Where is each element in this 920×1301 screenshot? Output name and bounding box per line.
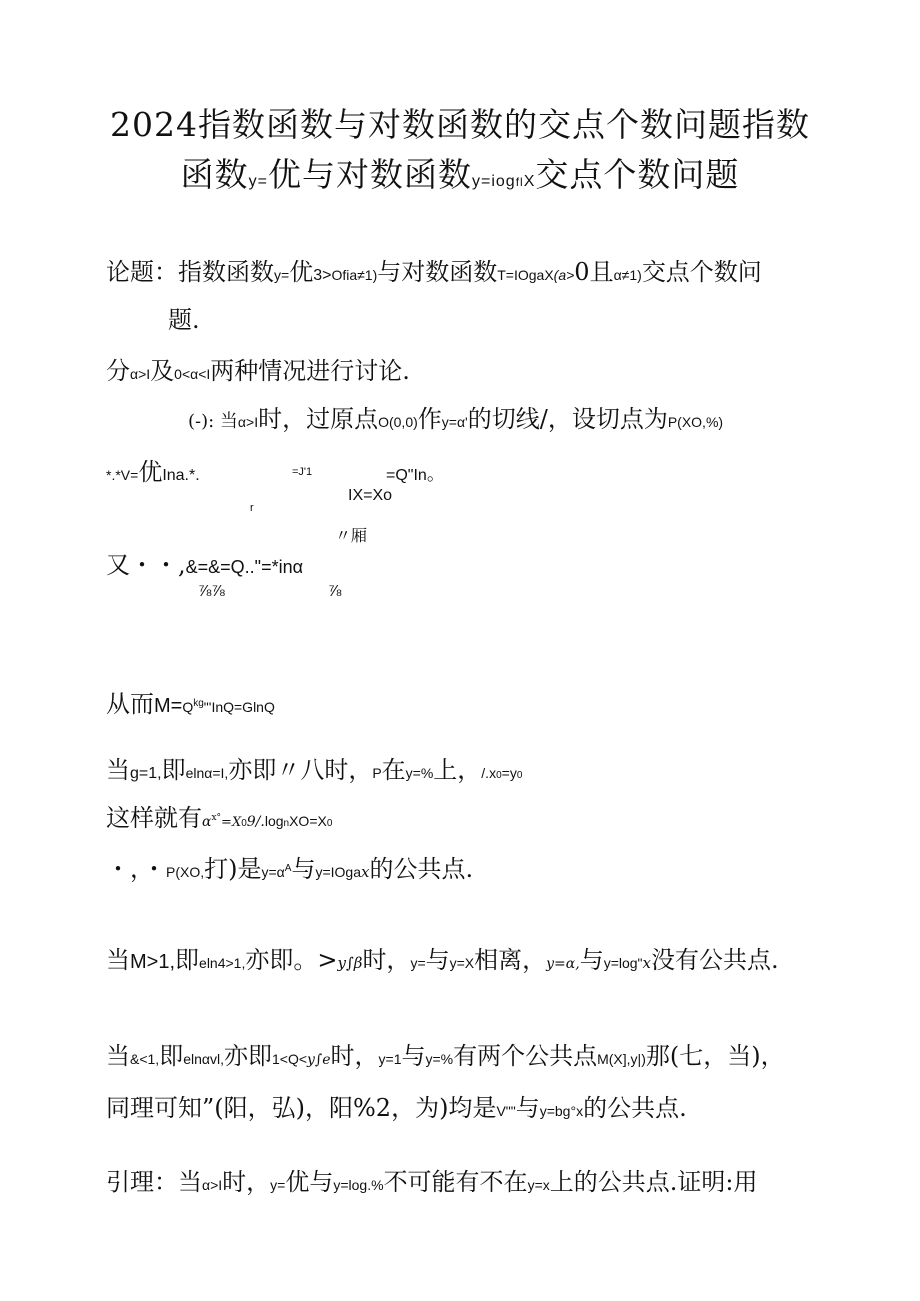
similarly-line: 同理可知”(阳，弘)，阳%2，为)均是V""与y=bg°x的公共点. xyxy=(106,1094,687,1122)
cases-line: 分α>I及0<α<I两种情况进行讨论. xyxy=(106,357,410,385)
note-r: r xyxy=(250,502,254,514)
topic-line-2: 题. xyxy=(168,306,200,334)
case-greater-line: 当M>1,即eln4>1,亦即。>y∫β时，y=与y=X相离，y=α,与y=log"x没有公共点. xyxy=(106,946,779,974)
you-frac-1: ⅞⅞ xyxy=(198,583,225,600)
topic-line-1: 论题：指数函数y=优3>Ofia≠1)与对数函数T=IOgaX(a>0且α≠1)交点个数问 xyxy=(106,258,762,286)
derivative-eq-2: =Q"In。 xyxy=(386,464,445,485)
note-fragment: 〃厢 xyxy=(335,528,368,545)
lemma-line: 引理：当α>I时，y=优与y=log.%不可能有不在y=x上的公共点.证明:用 xyxy=(106,1168,758,1196)
derivative-eq-1: =J'1 xyxy=(292,466,313,478)
case-1-line: (-): 当α>I时，过原点O(0,0)作y=α'的切线/，设切点为P(XO,%) xyxy=(188,405,724,433)
doc-title-line-2: 函数y=优与对数函数y=iogflX交点个数问题 xyxy=(180,155,740,194)
derivative-line: *.*V=优Ina.*. xyxy=(106,458,200,486)
case-less-line: 当&<1,即elnαvl,亦即1<Q<y∫e时，y=1与y=%有两个公共点M(X],y|)那(七，当)， xyxy=(106,1042,785,1070)
thus-line: 这样就有$\alpha^{x^\circ}=X09/.lognXO=X0$ xyxy=(106,804,333,832)
doc-title-line-1: 2024指数函数与对数函数的交点个数问题指数 xyxy=(110,105,810,144)
you-frac-2: ⅞ xyxy=(328,583,342,600)
derivative-eval: IX=Xo xyxy=(348,487,393,504)
hence-line: 从而$M=Q^{kg}"'InQ=GlnQ$ xyxy=(106,690,275,718)
you-line: 又・・,&=&=Q.."=*inα xyxy=(106,551,304,579)
common-point-line: ・，・P(XO,打)是$y=\alpha^A$与y=IOgax的公共点. xyxy=(106,855,474,883)
case-equal-line: 当g=1,即elnα=I,亦即〃八时，P在y=%上，/.x0=y0 xyxy=(106,756,523,784)
